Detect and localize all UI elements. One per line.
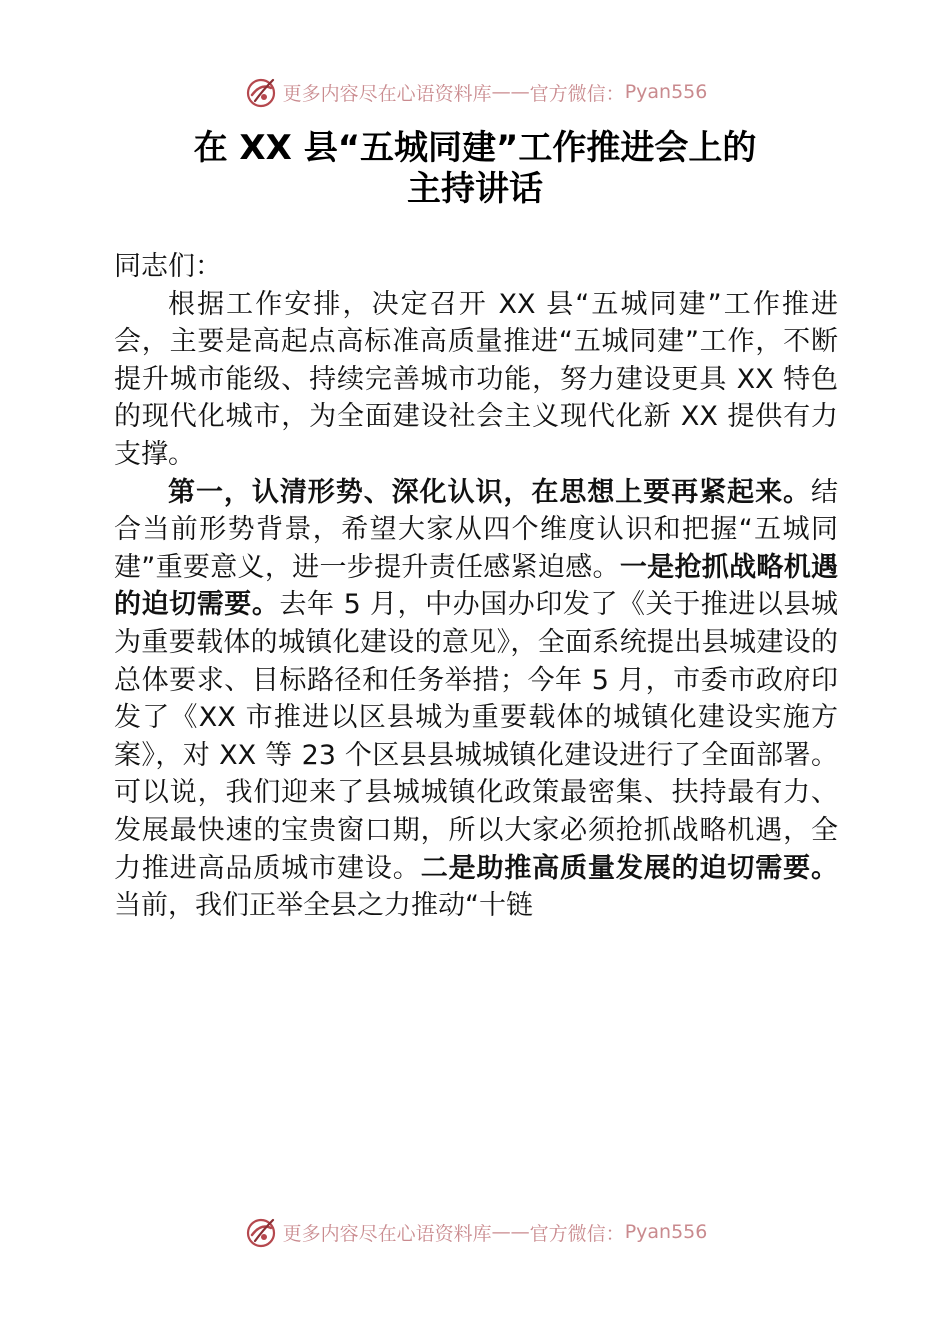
title-line-2: 主持讲话 [407, 169, 543, 209]
section-heading: 第一，认清形势、深化认识，在思想上要再紧起来。 [168, 476, 811, 508]
paragraph-section-one [114, 474, 838, 925]
library-logo-icon [243, 74, 279, 110]
title-line-1: 在 XX 县“五城同建”工作推进会上的 [193, 128, 757, 168]
salutation: 同志们： [114, 251, 222, 282]
point-one-heading: 一是抢抓战略机遇的迫切需要。 [114, 551, 838, 621]
document-body [114, 248, 838, 925]
library-logo-icon [243, 1214, 279, 1250]
wechat-id: Pyan556 [624, 81, 708, 103]
banner-dash: —— [491, 81, 530, 103]
wechat-label: 官方微信： [529, 1222, 625, 1245]
paragraph-intro: 根据工作安排，决定召开 XX 县“五城同建”工作推进会，主要是高起点高标准高质量推进“五城同建”工作，不断提升城市能级、持续完善城市功能，努力建设更具 XX 特色的现代化城市，为全面建设社会主义现代化新 XX 提供有力支撑。 [114, 288, 838, 470]
wechat-id: Pyan556 [624, 1221, 708, 1243]
point-two-heading: 二是助推高质量发展的迫切需要。 [420, 852, 839, 884]
footer-watermark-banner [0, 1214, 950, 1250]
banner-dash: —— [491, 1221, 530, 1243]
library-text: 更多内容尽在心语资料库 [282, 82, 492, 105]
point-one-text: 去年 5 月，中办国办印发了《关于推进以县城为重要载体的城镇化建设的意见》，全面系统提出县城建设的总体要求、目标路径和任务举措；今年 5 月，市委市政府印发了《XX 市推进以区县城为重要载体的城镇化建设实施方案》，对 XX 等 23 个区县县城城镇化建设进行了全面部署。可以说，我们迎来了县城城镇化政策最密集、扶持最有力、发展最快速的宝贵窗口期，所以大家必须抢抓战略机遇，全力推进高品质城市建设。 [114, 589, 839, 884]
library-text: 更多内容尽在心语资料库 [282, 1222, 492, 1245]
wechat-label: 官方微信： [529, 82, 625, 105]
point-two-text: 当前，我们正举全县之力推动“十链 [114, 890, 533, 922]
section-text: 结合当前形势背景，希望大家从四个维度认识和把握“五城同建”重要意义，进一步提升责任感紧迫感。 [114, 476, 838, 583]
document-title [0, 128, 950, 210]
header-watermark-banner [0, 74, 950, 110]
